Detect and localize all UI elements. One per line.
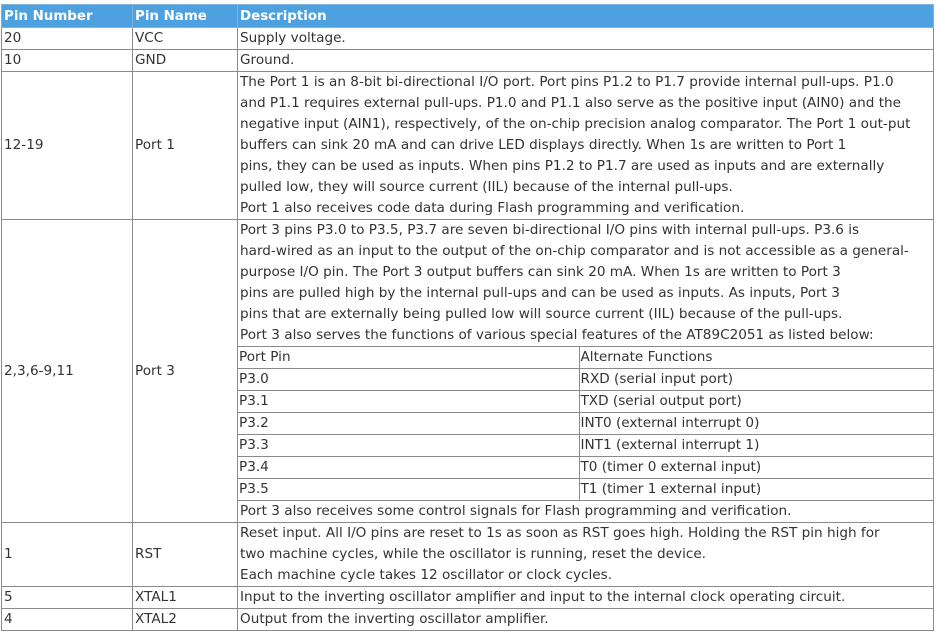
alt-func-cell: T0 (timer 0 external input)	[579, 457, 933, 479]
description-cell	[238, 587, 934, 609]
pin-name-cell: XTAL1	[133, 587, 238, 609]
pin-number-cell: 1	[2, 523, 133, 587]
description-line: Supply voltage.	[240, 30, 346, 46]
alt-func-cell: INT1 (external interrupt 1)	[579, 435, 933, 457]
description-cell	[238, 28, 934, 50]
description-cell	[238, 609, 934, 631]
description-line: The Port 1 is an 8-bit bi-directional I/O port. Port pins P1.2 to P1.7 provide internal pull-ups. P1.0	[240, 74, 894, 90]
port-pin-cell: P3.0	[238, 369, 579, 391]
pin-name-cell: VCC	[133, 28, 238, 50]
description-cell	[238, 523, 934, 587]
description-line: pins are pulled high by the internal pull-ups and can be used as inputs. As inputs, Port 3	[240, 285, 840, 301]
table-row	[2, 220, 934, 523]
alternate-functions-table	[238, 346, 933, 501]
table-row	[2, 523, 934, 587]
header-pin-number: Pin Number	[2, 5, 133, 28]
sub-row	[238, 369, 933, 391]
description-line: Port 3 also serves the functions of various special features of the AT89C2051 as listed below:	[240, 327, 874, 343]
sub-header-row	[238, 347, 933, 369]
description-line: pins that are externally being pulled low will source current (IIL) because of the pull-ups.	[240, 306, 843, 322]
description-line: two machine cycles, while the oscillator is running, reset the device.	[240, 546, 707, 562]
description-line: Each machine cycle takes 12 oscillator or clock cycles.	[240, 567, 613, 583]
description-line: Port 3 also receives some control signals for Flash programming and verification.	[240, 503, 792, 519]
description-line: Port 3 pins P3.0 to P3.5, P3.7 are seven bi-directional I/O pins with internal pull-ups. P3.6 is	[240, 222, 860, 238]
pin-name-cell: XTAL2	[133, 609, 238, 631]
pin-number-cell: 10	[2, 50, 133, 72]
port-pin-cell: P3.2	[238, 413, 579, 435]
table-row	[2, 72, 934, 220]
description-line: hard-wired as an input to the output of the on-chip comparator and is not accessible as a general-	[240, 243, 909, 259]
table-header-row	[2, 5, 934, 28]
table-row	[2, 50, 934, 72]
port-pin-cell: P3.3	[238, 435, 579, 457]
description-line: Reset input. All I/O pins are reset to 1s as soon as RST goes high. Holding the RST pin high for	[240, 525, 880, 541]
port-pin-cell: P3.1	[238, 391, 579, 413]
description-cell	[238, 72, 934, 220]
pin-name-cell: Port 1	[133, 72, 238, 220]
pin-number-cell: 20	[2, 28, 133, 50]
description-line: Port 1 also receives code data during Flash programming and verification.	[240, 200, 745, 216]
table-row	[2, 28, 934, 50]
description-line: pulled low, they will source current (IIL) because of the internal pull-ups.	[240, 179, 733, 195]
description-line: negative input (AIN1), respectively, of the on-chip precision analog comparator. The Port 1 out-put	[240, 116, 911, 132]
pin-number-cell: 4	[2, 609, 133, 631]
sub-row	[238, 457, 933, 479]
description-line: buffers can sink 20 mA and can drive LED displays directly. When 1s are written to Port 1	[240, 137, 847, 153]
port-pin-cell: P3.5	[238, 479, 579, 501]
alt-func-cell: T1 (timer 1 external input)	[579, 479, 933, 501]
pin-number-cell: 5	[2, 587, 133, 609]
sub-row	[238, 413, 933, 435]
pin-name-cell: RST	[133, 523, 238, 587]
pin-number-cell: 12-19	[2, 72, 133, 220]
port-pin-cell: P3.4	[238, 457, 579, 479]
description-cell	[238, 50, 934, 72]
description-line: pins, they can be used as inputs. When pins P1.2 to P1.7 are used as inputs and are externally	[240, 158, 885, 174]
alt-func-cell: RXD (serial input port)	[579, 369, 933, 391]
description-line: Ground.	[240, 52, 295, 68]
table-row	[2, 609, 934, 631]
alt-func-cell: INT0 (external interrupt 0)	[579, 413, 933, 435]
sub-row	[238, 479, 933, 501]
header-description: Description	[238, 5, 934, 28]
description-line: purpose I/O pin. The Port 3 output buffers can sink 20 mA. When 1s are written to Port 3	[240, 264, 841, 280]
description-line: and P1.1 requires external pull-ups. P1.0 and P1.1 also serve as the positive input (AIN0) and the	[240, 95, 902, 111]
pin-name-cell: GND	[133, 50, 238, 72]
description-cell	[238, 220, 934, 523]
sub-header-alt-func: Alternate Functions	[579, 347, 933, 369]
table-row	[2, 587, 934, 609]
alt-func-cell: TXD (serial output port)	[579, 391, 933, 413]
pin-number-cell: 2,3,6-9,11	[2, 220, 133, 523]
pin-name-cell: Port 3	[133, 220, 238, 523]
description-line: Input to the inverting oscillator amplifier and input to the internal clock operating circuit.	[240, 589, 846, 605]
description-line: Output from the inverting oscillator amplifier.	[240, 611, 549, 627]
pin-description-table	[1, 4, 934, 631]
sub-row	[238, 391, 933, 413]
header-pin-name: Pin Name	[133, 5, 238, 28]
sub-header-port-pin: Port Pin	[238, 347, 579, 369]
sub-row	[238, 435, 933, 457]
